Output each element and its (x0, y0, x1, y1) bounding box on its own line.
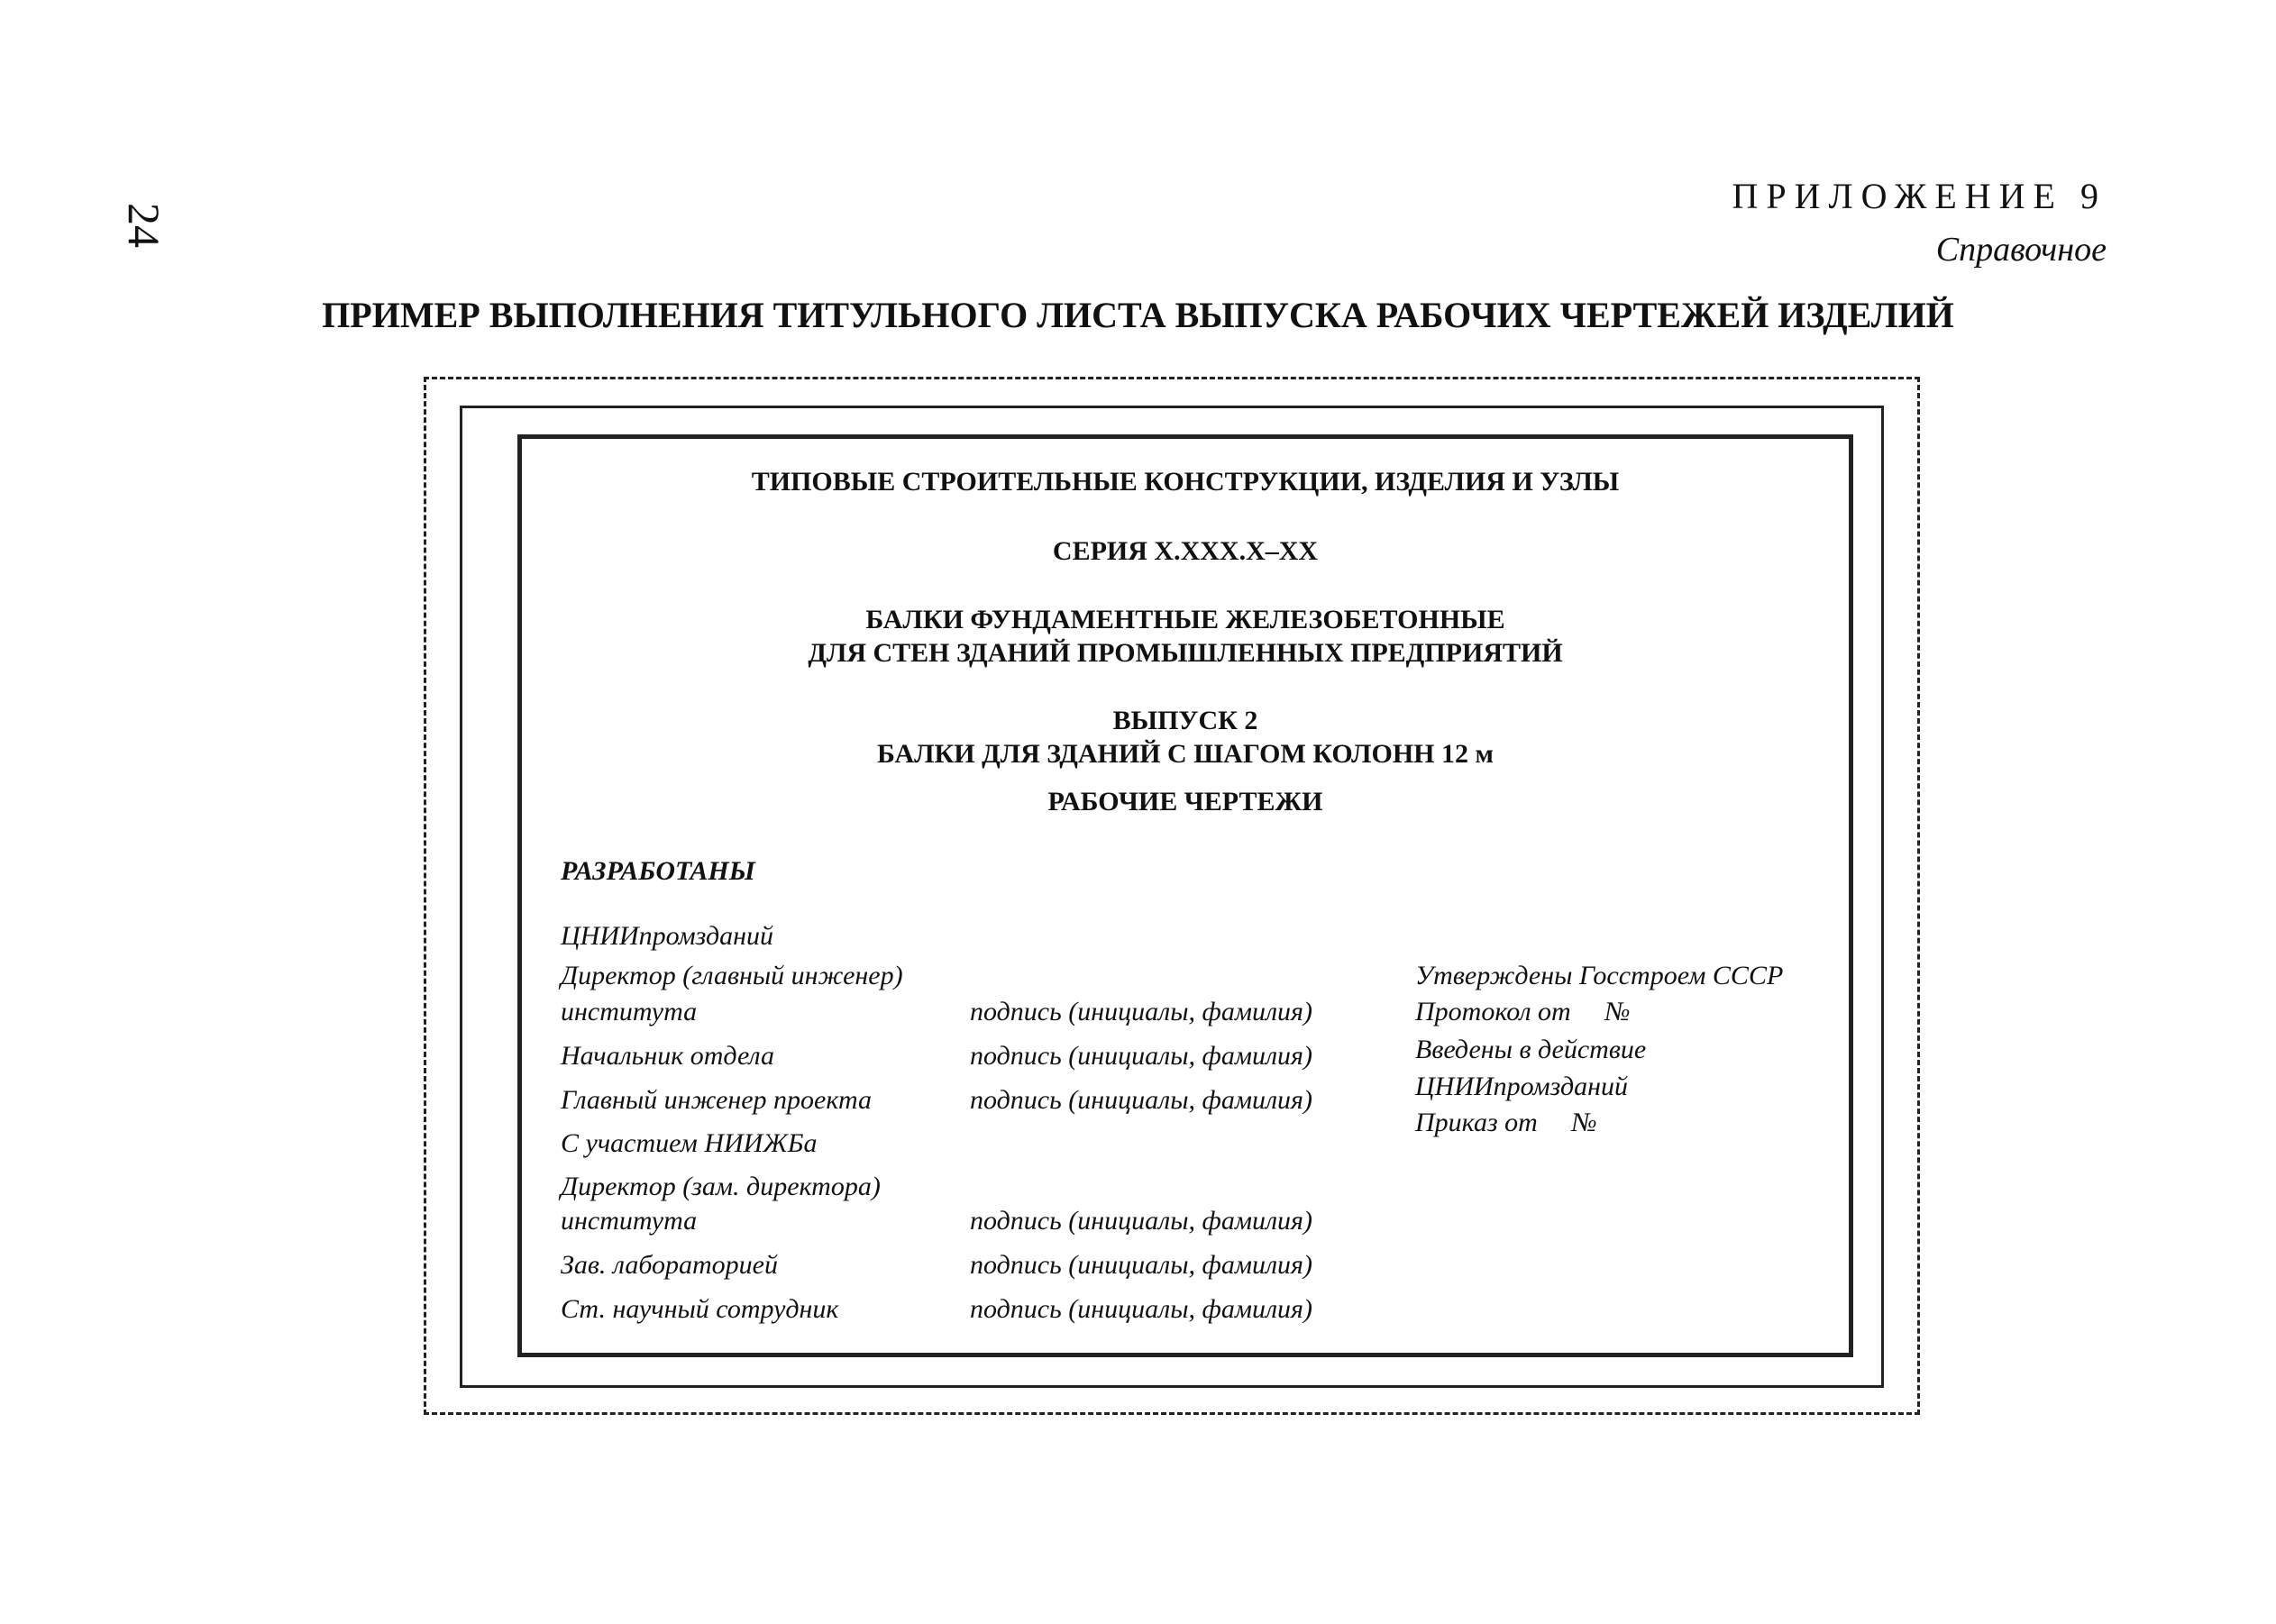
signature-placeholder: подпись (инициалы, фамилия) (970, 1250, 1312, 1280)
signature-placeholder: подпись (инициалы, фамилия) (970, 1206, 1312, 1236)
enactment-label: Введены в действие (1415, 1035, 1647, 1064)
director-label-line2: института (561, 997, 698, 1026)
deputy-director-label-line2: института (561, 1206, 698, 1236)
product-title-line1: БАЛКИ ФУНДАМЕНТНЫЕ ЖЕЛЕЗОБЕТОННЫЕ (865, 605, 1505, 634)
signature-placeholder: подпись (инициалы, фамилия) (970, 997, 1312, 1026)
signature-placeholder: подпись (инициалы, фамилия) (970, 1294, 1312, 1324)
chief-engineer-label: Главный инженер проекта (561, 1085, 873, 1115)
developed-heading: РАЗРАБОТАНЫ (561, 856, 755, 886)
issue-number: ВЫПУСК 2 (1112, 706, 1258, 735)
deputy-director-label-line1: Директор (зам. директора) (561, 1172, 881, 1201)
appendix-note: Справочное (1935, 231, 2107, 269)
page-number: 24 (119, 203, 169, 248)
product-title-line2: ДЛЯ СТЕН ЗДАНИЙ ПРОМЫШЛЕННЫХ ПРЕДПРИЯТИЙ (808, 638, 1563, 668)
working-drawings-label: РАБОЧИЕ ЧЕРТЕЖИ (1047, 787, 1323, 817)
enacting-org: ЦНИИпромзданий (1415, 1072, 1629, 1101)
signature-placeholder: подпись (инициалы, фамилия) (970, 1085, 1312, 1115)
signature-placeholder: подпись (инициалы, фамилия) (970, 1041, 1312, 1071)
series-code: СЕРИЯ Х.ХХХ.Х–ХХ (1052, 536, 1319, 566)
lab-head-label: Зав. лабораторией (561, 1250, 778, 1280)
head-of-department-label: Начальник отдела (561, 1041, 774, 1071)
senior-researcher-label: Ст. научный сотрудник (561, 1294, 839, 1324)
developer-org: ЦНИИпромзданий (561, 921, 774, 951)
sheet-header: ТИПОВЫЕ СТРОИТЕЛЬНЫЕ КОНСТРУКЦИИ, ИЗДЕЛИЯ И УЗЛЫ (751, 467, 1620, 497)
issue-title: БАЛКИ ДЛЯ ЗДАНИЙ С ШАГОМ КОЛОНН 12 м (877, 739, 1494, 769)
protocol-label: Протокол от № (1415, 997, 1631, 1026)
order-label: Приказ от № (1415, 1108, 1597, 1137)
appendix-label: ПРИЛОЖЕНИЕ 9 (1732, 176, 2107, 216)
approval-label: Утверждены Госстроем СССР (1415, 961, 1784, 990)
page-title: ПРИМЕР ВЫПОЛНЕНИЯ ТИТУЛЬНОГО ЛИСТА ВЫПУСКА РАБОЧИХ ЧЕРТЕЖЕЙ ИЗДЕЛИЙ (322, 295, 1954, 335)
director-label-line1: Директор (главный инженер) (561, 961, 903, 990)
participation-label: С участием НИИЖБа (561, 1128, 818, 1158)
